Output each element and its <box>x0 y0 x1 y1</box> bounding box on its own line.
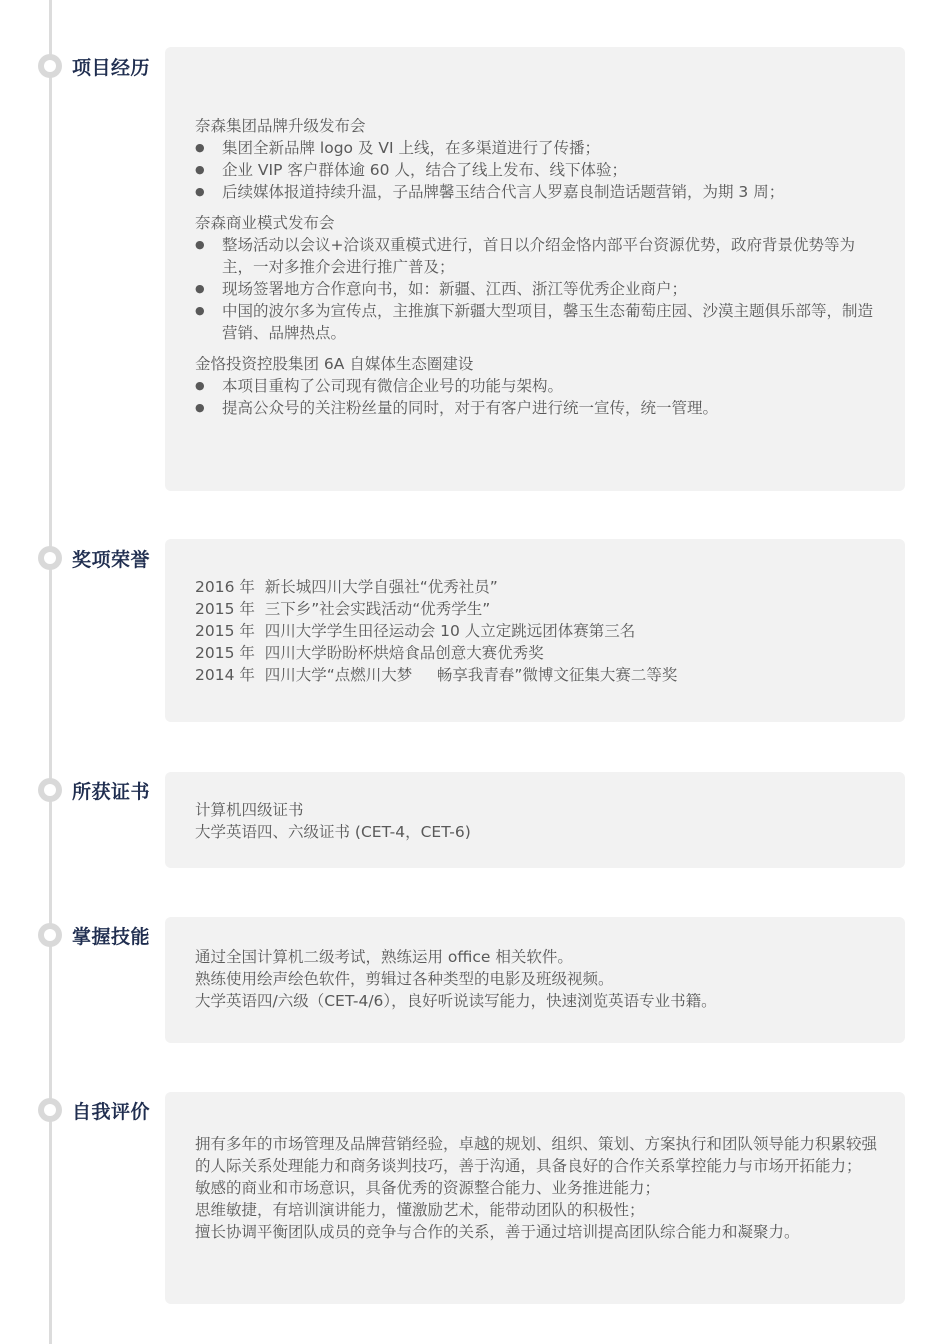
timeline-dot-icon <box>38 54 62 78</box>
self-evaluation-line: 擅长协调平衡团队成员的竞争与合作的关系，善于通过培训提高团队综合能力和凝聚力。 <box>195 1223 800 1241</box>
award-line: 2016 年 新长城四川大学自强社“优秀社员” <box>195 578 498 596</box>
self-evaluation-line: 拥有多年的市场管理及品牌营销经验，卓越的规划、组织、策划、方案执行和团队领导能力积累较强的人际关系处理能力和商务谈判技巧，善于沟通，具备良好的合作关系掌控能力与市场开拓能力； <box>195 1135 878 1175</box>
certificates-panel <box>165 772 905 868</box>
section-title-projects: 项目经历 <box>72 56 151 79</box>
award-line: 2015 年 三下乡”社会实践活动“优秀学生” <box>195 600 491 618</box>
award-line: 2015 年 四川大学学生田径运动会 10 人立定跳远团体赛第三名 <box>195 622 636 640</box>
project-bullets <box>195 375 877 419</box>
section-title-skills: 掌握技能 <box>72 925 151 948</box>
project-bullet: ● 提高公众号的关注粉丝量的同时，对于有客户进行统一宣传，统一管理。 <box>195 397 877 419</box>
self-evaluation-line: 敏感的商业和市场意识，具备优秀的资源整合能力、业务推进能力； <box>195 1179 661 1197</box>
timeline-dot-icon <box>38 1098 62 1122</box>
project-bullet: ● 本项目重构了公司现有微信企业号的功能与架构。 <box>195 375 877 397</box>
timeline-line <box>49 0 52 1344</box>
project-bullet: ● 企业 VIP 客户群体逾 60 人，结合了线上发布、线下体验； <box>195 159 877 181</box>
section-header-self-evaluation <box>38 1097 150 1123</box>
certificate-line: 大学英语四、六级证书 (CET-4，CET-6) <box>195 823 471 841</box>
project-bullet: ● 中国的波尔多为宣传点，主推旗下新疆大型项目，馨玉生态葡萄庄园、沙漠主题俱乐部等，制造营销、品牌热点。 <box>195 300 877 344</box>
section-header-awards <box>38 545 150 571</box>
section-title-self-evaluation: 自我评价 <box>72 1100 151 1123</box>
project-bullet: ● 集团全新品牌 logo 及 VI 上线，在多渠道进行了传播； <box>195 137 877 159</box>
self-evaluation-panel <box>165 1092 905 1304</box>
timeline-dot-icon <box>38 778 62 802</box>
section-title-certificates: 所获证书 <box>72 780 151 803</box>
project-bullet: ● 整场活动以会议+洽谈双重模式进行，首日以介绍金恪内部平台资源优势，政府背景优势等为主，一对多推介会进行推广普及； <box>195 234 877 278</box>
skill-line: 通过全国计算机二级考试，熟练运用 office 相关软件。 <box>195 948 573 966</box>
project-bullet: ● 现场签署地方合作意向书，如：新疆、江西、浙江等优秀企业商户； <box>195 278 877 300</box>
project-title: 奈森集团品牌升级发布会 <box>195 117 366 135</box>
section-header-projects <box>38 53 150 79</box>
project-bullets <box>195 234 877 344</box>
skill-line: 大学英语四/六级（CET-4/6），良好听说读写能力，快速浏览英语专业书籍。 <box>195 992 717 1010</box>
timeline-dot-icon <box>38 923 62 947</box>
awards-panel <box>165 539 905 722</box>
project-bullet: ● 后续媒体报道持续升温，子品牌馨玉结合代言人罗嘉良制造话题营销，为期 3 周； <box>195 181 877 203</box>
skills-panel <box>165 917 905 1043</box>
project-title: 金恪投资控股集团 6A 自媒体生态圈建设 <box>195 355 474 373</box>
project-bullets <box>195 137 877 203</box>
award-line: 2014 年 四川大学“点燃川大梦 畅享我青春”微博文征集大赛二等奖 <box>195 666 678 684</box>
section-header-skills <box>38 922 150 948</box>
project-title: 奈森商业模式发布会 <box>195 214 335 232</box>
skill-line: 熟练使用绘声绘色软件，剪辑过各种类型的电影及班级视频。 <box>195 970 614 988</box>
section-header-certificates <box>38 777 150 803</box>
section-title-awards: 奖项荣誉 <box>72 548 151 571</box>
self-evaluation-line: 思维敏捷，有培训演讲能力，懂激励艺术，能带动团队的积极性； <box>195 1201 645 1219</box>
timeline-dot-icon <box>38 546 62 570</box>
award-line: 2015 年 四川大学盼盼杯烘焙食品创意大赛优秀奖 <box>195 644 544 662</box>
projects-panel <box>165 47 905 491</box>
certificate-line: 计算机四级证书 <box>195 801 304 819</box>
